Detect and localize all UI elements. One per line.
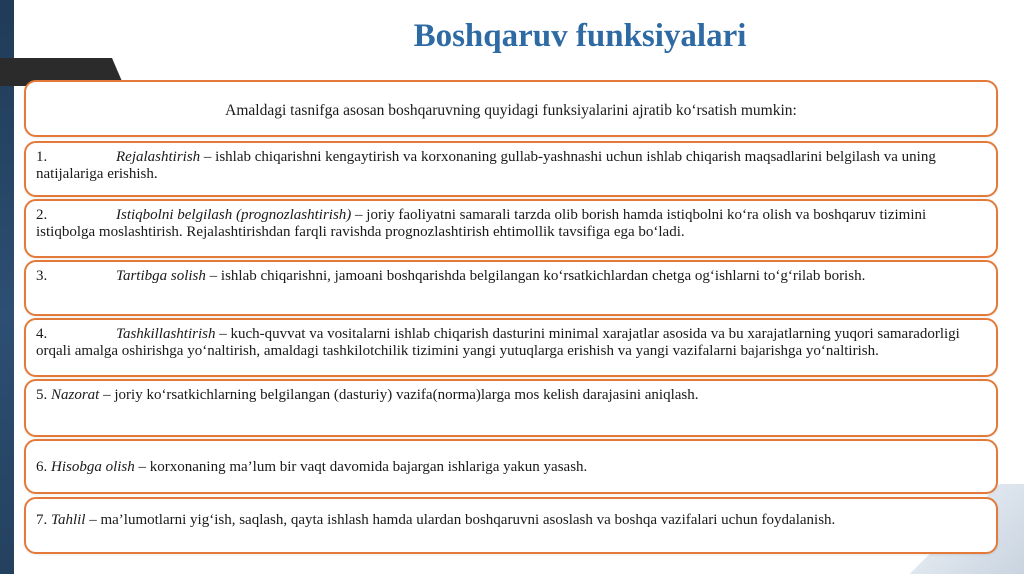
- item-term: Rejalashtirish: [116, 149, 201, 165]
- item-dash: –: [85, 512, 101, 528]
- function-item-4: [24, 318, 998, 377]
- item-term: Tashkillashtirish: [116, 326, 216, 342]
- item-number: 1.: [36, 149, 48, 165]
- item-text: joriy ko‘rsatkichlarning belgilangan (dasturiy) vazifa(norma)larga mos kelish darajasini aniqlash.: [114, 387, 699, 403]
- function-item-5: [24, 379, 998, 437]
- item-dash: –: [134, 459, 150, 475]
- item-dash: –: [215, 326, 231, 342]
- function-item-1: [24, 141, 998, 197]
- item-term: Hisobga olish: [51, 459, 135, 475]
- item-number: 4.: [36, 326, 48, 342]
- function-item-6: [24, 439, 998, 494]
- function-item-7: [24, 497, 998, 554]
- item-dash: –: [205, 268, 221, 284]
- item-term: Istiqbolni belgilash (prognozlashtirish): [116, 207, 352, 223]
- item-number: 7.: [36, 512, 48, 528]
- item-term: Nazorat: [51, 387, 100, 403]
- item-term: Tahlil: [51, 512, 86, 528]
- item-text: ma’lumotlarni yig‘ish, saqlash, qayta ishlash hamda ulardan boshqaruvni asoslash va boshqa vazifalari uchun foydalanish.: [100, 512, 836, 528]
- item-text: kuch-quvvat va vositalarni ishlab chiqarish dasturini minimal xarajatlar asosida va bu xarajatlarning yuqori samaradorligi orqali amalga oshirishga yo‘naltirish, amaldagi tashkilotchilik tizimini yangi yutuqlarga erishish va yangi vazifalarni bajarishga yo‘naltirish.: [36, 326, 960, 359]
- item-dash: –: [99, 387, 115, 403]
- intro-text: Amaldagi tasnifga asosan boshqaruvning quyidagi funksiyalarini ajratib ko‘rsatish mumkin:: [225, 102, 797, 119]
- item-number: 5.: [36, 387, 48, 403]
- item-text: ishlab chiqarishni kengaytirish va korxonaning gullab-yashnashi uchun ishlab chiqarish maqsadlarini belgilash va uning natijalariga erishish.: [36, 149, 936, 182]
- item-text: korxonaning ma’lum bir vaqt davomida bajargan ishlariga yakun yasash.: [149, 459, 588, 475]
- function-item-3: [24, 260, 998, 316]
- item-number: 6.: [36, 459, 48, 475]
- item-dash: –: [200, 149, 216, 165]
- item-number: 2.: [36, 207, 48, 223]
- item-dash: –: [351, 207, 367, 223]
- slide-title: Boshqaruv funksiyalari: [413, 18, 747, 54]
- item-text: joriy faoliyatni samarali tarzda olib borish hamda istiqbolni ko‘ra olish va boshqaruv tizimini istiqbolga moslashtirish. Rejalashtirishdan farqli ravishda prognozlashtirish ehtimollik tavsifiga ega bo‘ladi.: [36, 207, 927, 240]
- item-term: Tartibga solish: [116, 268, 206, 284]
- intro-box: [24, 80, 998, 137]
- item-text: ishlab chiqarishni, jamoani boshqarishda belgilangan ko‘rsatkichlardan chetga og‘ishlarni to‘g‘rilab borish.: [220, 268, 866, 284]
- function-item-2: [24, 199, 998, 258]
- item-number: 3.: [36, 268, 48, 284]
- left-accent-bar: [0, 0, 14, 574]
